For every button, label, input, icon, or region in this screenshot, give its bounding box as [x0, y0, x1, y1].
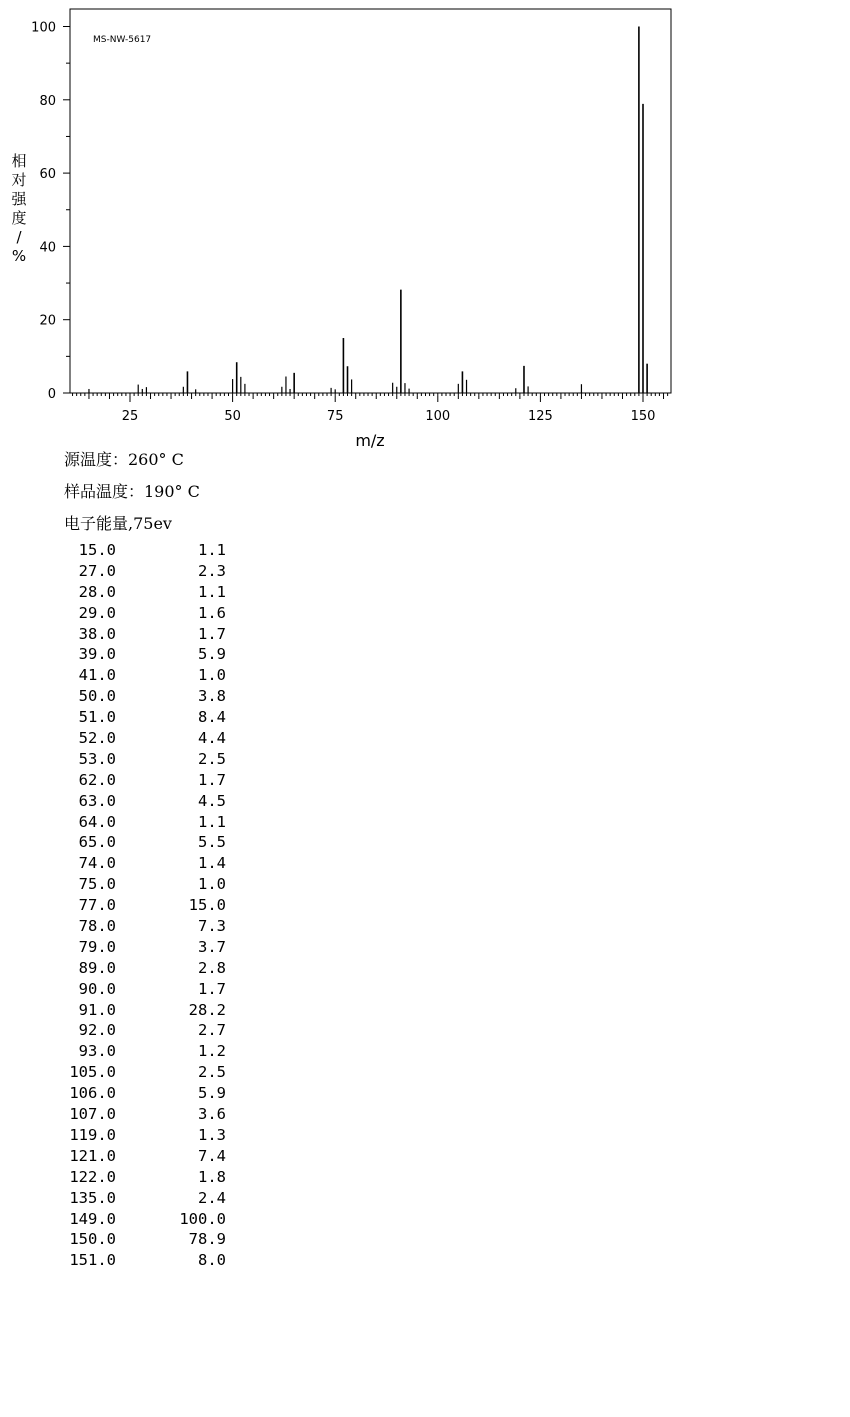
y-tick-label: 0: [47, 387, 56, 402]
peak-intensity: 3.8: [198, 687, 226, 706]
peak-mz: 39.0: [78, 645, 116, 664]
x-tick-label: 150: [630, 409, 656, 424]
peak-mz: 41.0: [78, 666, 116, 685]
x-tick-label: 25: [121, 409, 139, 424]
peak-mz: 135.0: [69, 1188, 116, 1207]
peak-intensity: 1.3: [198, 1125, 226, 1144]
peak-row: [58, 1250, 226, 1271]
peak-mz: 93.0: [78, 1042, 116, 1061]
peak-mz: 63.0: [78, 791, 116, 810]
peak-mz: 52.0: [78, 729, 116, 748]
acquisition-conditions: [64, 448, 200, 544]
peak-intensity: 1.1: [198, 582, 226, 601]
mass-spectrum-chart: [0, 0, 850, 450]
peak-mz: 29.0: [78, 603, 116, 622]
source-temperature: 源温度：260° C: [64, 450, 184, 469]
peak-row: [58, 1188, 226, 1209]
peak-intensity: 1.1: [198, 541, 226, 559]
peak-row: [58, 916, 226, 937]
x-tick-label: 75: [326, 409, 344, 424]
y-tick-label: 40: [39, 240, 56, 256]
peak-intensity: 8.0: [198, 1251, 226, 1270]
peak-mz: 107.0: [69, 1105, 116, 1124]
peak-row: [58, 686, 226, 707]
peak-mz: 27.0: [78, 561, 116, 580]
y-tick-label: 60: [39, 167, 56, 183]
peak-intensity: 1.2: [198, 1042, 226, 1061]
peak-mz: 150.0: [69, 1230, 116, 1249]
peak-intensity: 1.1: [198, 812, 226, 831]
peak-row: [58, 770, 226, 791]
peak-intensity: 4.4: [198, 729, 226, 748]
peak-intensity: 100.0: [179, 1209, 226, 1228]
peak-mz: 89.0: [78, 958, 116, 977]
peak-intensity: 1.4: [198, 854, 226, 873]
spectrum-peaks: [89, 27, 647, 394]
peak-mz: 149.0: [69, 1209, 116, 1228]
peak-row: [58, 895, 226, 916]
x-tick-label: 125: [527, 409, 553, 424]
peak-intensity: 2.5: [198, 749, 226, 768]
peak-mz: 65.0: [78, 833, 116, 852]
peak-row: [58, 874, 226, 895]
peak-mz: 62.0: [78, 770, 116, 789]
peak-mz: 74.0: [78, 854, 116, 873]
peak-intensity: 3.6: [198, 1105, 226, 1124]
peak-mz: 91.0: [78, 1000, 116, 1019]
peak-intensity: 1.7: [198, 770, 226, 789]
peak-row: [58, 728, 226, 749]
peak-row: [58, 603, 226, 624]
peak-row: [58, 1062, 226, 1083]
peak-mz: 75.0: [78, 875, 116, 894]
peak-row: [58, 1146, 226, 1167]
peak-row: [58, 1229, 226, 1250]
peak-intensity: 1.7: [198, 624, 226, 643]
y-tick-label: 80: [39, 93, 56, 109]
peak-intensity: 7.4: [198, 1146, 226, 1165]
peak-intensity: 1.0: [198, 875, 226, 894]
peak-intensity: 2.3: [198, 561, 226, 580]
peak-mz: 51.0: [78, 708, 116, 727]
peak-mz: 77.0: [78, 896, 116, 915]
peak-intensity: 78.9: [188, 1230, 226, 1249]
peak-intensity: 4.5: [198, 791, 226, 810]
peak-intensity: 1.8: [198, 1167, 226, 1186]
peak-mz: 38.0: [78, 624, 116, 643]
peak-intensity: 2.4: [198, 1188, 226, 1207]
peak-intensity: 2.5: [198, 1063, 226, 1082]
peak-row: [58, 1020, 226, 1041]
peak-intensity: 2.8: [198, 958, 226, 977]
peak-row: [58, 853, 226, 874]
peak-mz: 119.0: [69, 1125, 116, 1144]
peak-row: [58, 665, 226, 686]
peak-row: [58, 979, 226, 1000]
peak-intensity: 5.5: [198, 833, 226, 852]
peak-row: [58, 1167, 226, 1188]
peak-intensity: 1.0: [198, 666, 226, 685]
peak-row: [58, 791, 226, 812]
peak-row: [58, 561, 226, 582]
peak-row: [58, 707, 226, 728]
electron-energy: 电子能量,75ev: [64, 514, 172, 533]
peak-intensity: 7.3: [198, 917, 226, 936]
y-tick-label: 20: [39, 313, 56, 329]
peak-row: [58, 958, 226, 979]
peak-row: [58, 1000, 226, 1021]
peak-mz: 15.0: [78, 541, 116, 559]
peak-intensity: 5.9: [198, 1084, 226, 1103]
peak-row: [58, 1125, 226, 1146]
peak-row: [58, 1041, 226, 1062]
peak-mz: 92.0: [78, 1021, 116, 1040]
peak-row: [58, 937, 226, 958]
x-axis-label: m/z: [355, 431, 385, 450]
x-axis: [73, 393, 668, 424]
peak-intensity: 8.4: [198, 708, 226, 727]
peak-row: [58, 1104, 226, 1125]
peak-row: [58, 540, 226, 561]
peak-row: [58, 812, 226, 833]
sample-temperature: 样品温度：190° C: [64, 482, 200, 501]
peak-intensity: 1.6: [198, 603, 226, 622]
peak-mz: 53.0: [78, 749, 116, 768]
peak-intensity: 28.2: [188, 1000, 226, 1019]
peak-row: [58, 1083, 226, 1104]
peak-mz: 79.0: [78, 937, 116, 956]
peak-intensity: 2.7: [198, 1021, 226, 1040]
peak-mz: 105.0: [69, 1063, 116, 1082]
peak-mz: 50.0: [78, 687, 116, 706]
plot-frame: [70, 9, 671, 393]
x-tick-label: 100: [425, 409, 451, 424]
peak-row: [58, 1209, 226, 1230]
peak-mz: 106.0: [69, 1084, 116, 1103]
peak-intensity: 3.7: [198, 937, 226, 956]
x-tick-label: 50: [224, 409, 241, 424]
peak-mz: 64.0: [78, 812, 116, 831]
peak-intensity: 15.0: [188, 896, 226, 915]
peak-row: [58, 644, 226, 665]
peak-table: [58, 540, 226, 1271]
y-axis: [31, 21, 70, 403]
peak-mz: 151.0: [69, 1251, 116, 1270]
peak-mz: 78.0: [78, 917, 116, 936]
y-tick-label: 100: [31, 20, 56, 36]
peak-row: [58, 832, 226, 853]
peak-mz: 122.0: [69, 1167, 116, 1186]
peak-intensity: 1.7: [198, 979, 226, 998]
spectrum-id-annotation: MS-NW-5617: [93, 35, 152, 45]
peak-row: [58, 749, 226, 770]
peak-row: [58, 582, 226, 603]
peak-mz: 121.0: [69, 1146, 116, 1165]
y-axis-label: 相对强度/ %: [11, 152, 27, 265]
peak-intensity: 5.9: [198, 645, 226, 664]
peak-row: [58, 624, 226, 645]
peak-mz: 28.0: [78, 582, 116, 601]
peak-mz: 90.0: [78, 979, 116, 998]
